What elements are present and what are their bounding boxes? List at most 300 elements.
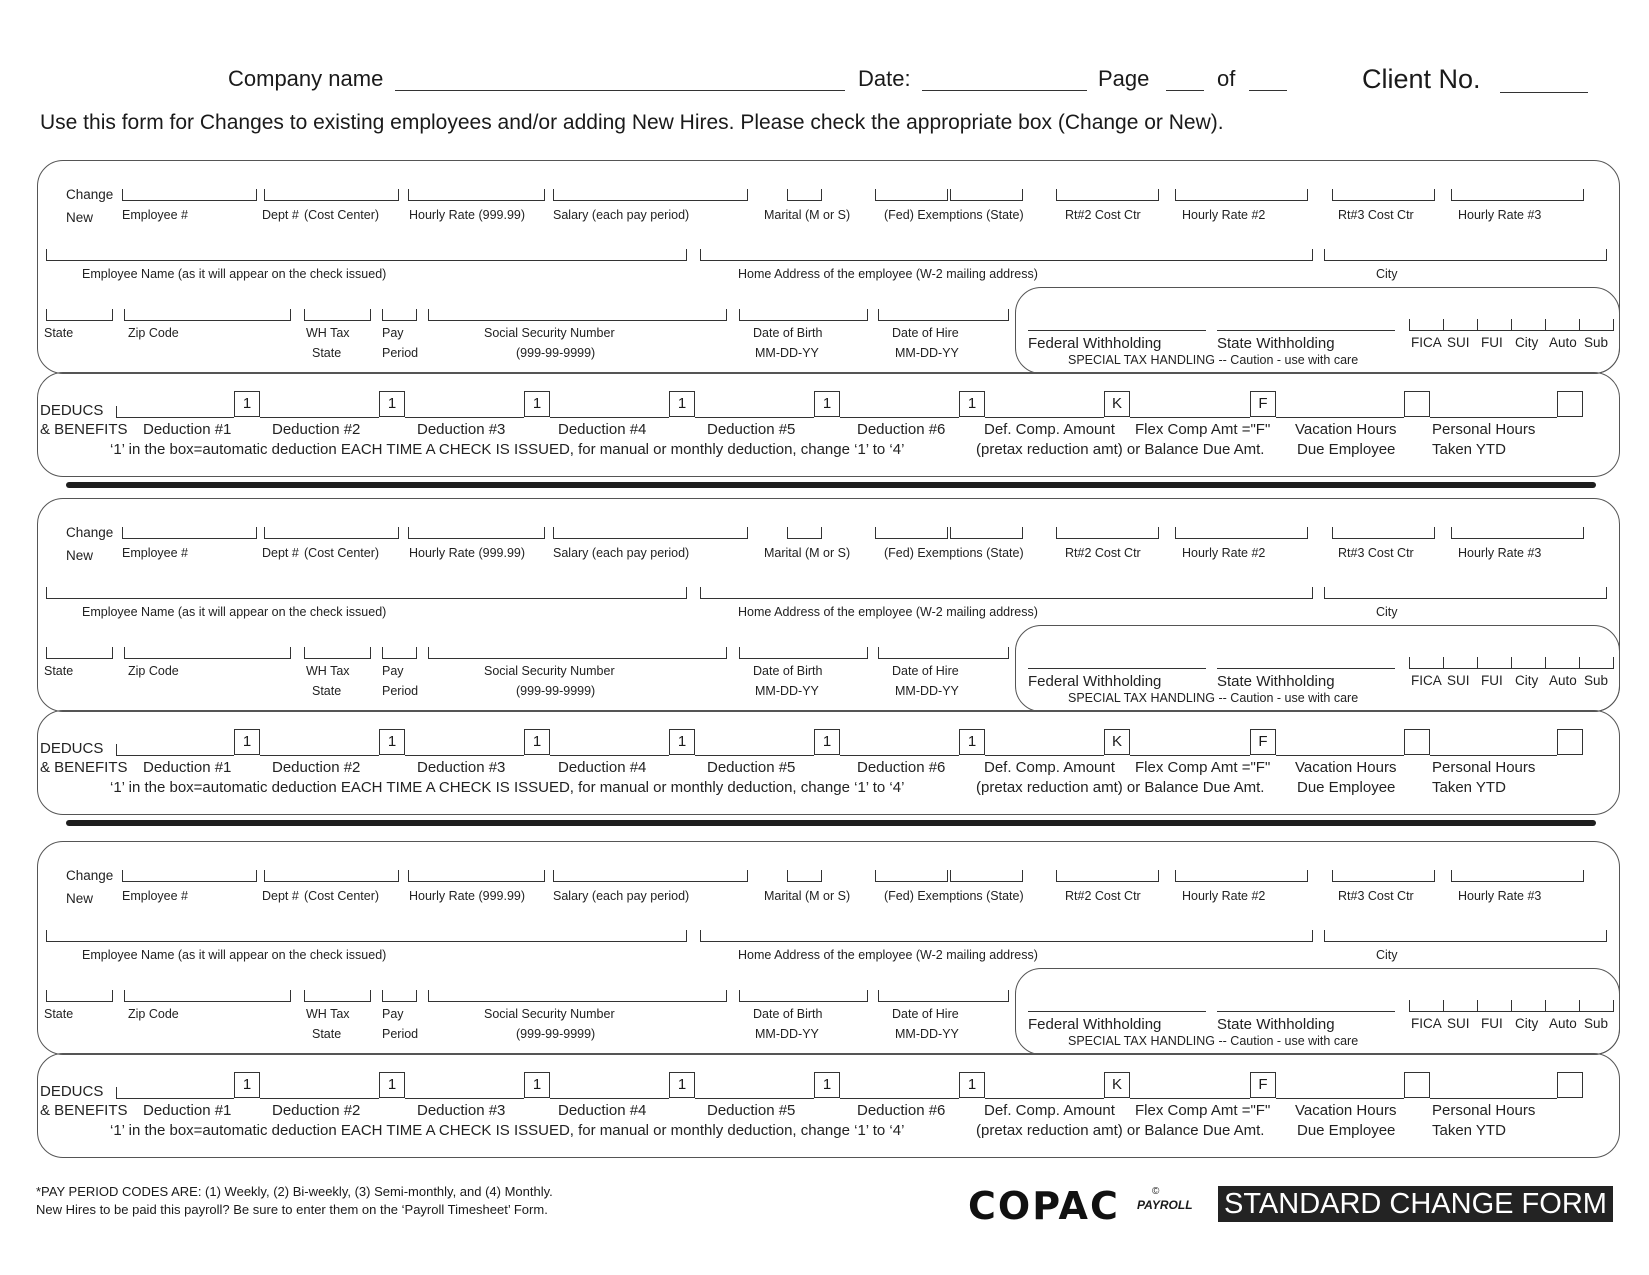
tax-label: State Withholding [1217,1016,1335,1033]
entry-field[interactable] [304,658,370,659]
deduction-amount-field[interactable] [260,417,379,418]
entry-field[interactable] [950,200,1022,201]
employee-field-label: Dept # [262,889,299,903]
field-tick [1583,527,1584,539]
state-withholding-field[interactable] [1217,668,1395,669]
employee-field-label: State [44,326,74,340]
deduction-code-box[interactable]: 1 [814,391,840,417]
change-label: Change [66,525,114,540]
field-tick [382,309,383,321]
field-tick [264,870,265,882]
employee-field-label: Dept # [262,546,299,560]
field-tick [382,990,383,1002]
tax-label: FUI [1481,335,1503,350]
field-tick [821,527,822,539]
entry-field[interactable] [553,200,747,201]
employee-field-label: Rt#3 Cost Ctr [1338,889,1414,903]
company-name-field[interactable] [395,90,845,91]
deduction-amount-field[interactable] [405,417,524,418]
field-tick [1511,319,1512,331]
field-tick [1511,1000,1512,1012]
deduction-label: Personal Hours [1432,759,1536,776]
field-tick [1545,319,1546,331]
deduction-amount-field[interactable] [1130,1098,1250,1099]
entry-field[interactable] [1332,200,1434,201]
field-tick [878,647,879,659]
field-tick [739,647,740,659]
section-separator [66,482,1596,488]
entry-field[interactable] [124,658,290,659]
field-tick [1511,657,1512,669]
deduction-amount-field[interactable] [260,1098,379,1099]
deduction-code-box[interactable]: K [1104,391,1130,417]
entry-field[interactable] [428,658,726,659]
field-tick [947,527,948,539]
deduction-label: Flex Comp Amt ="F" [1135,1102,1271,1119]
deduction-code-box[interactable] [1557,391,1583,417]
deduction-amount-field[interactable] [1430,1098,1557,1099]
deduction-amount-field[interactable] [985,1098,1104,1099]
field-tick [544,527,545,539]
entry-field[interactable] [739,320,867,321]
entry-field[interactable] [878,658,1008,659]
deduction-code-box[interactable]: 1 [524,1072,550,1098]
field-tick [1443,657,1444,669]
entry-field[interactable] [1056,881,1158,882]
deduction-amount-field[interactable] [405,755,524,756]
deduction-amount-field[interactable] [1430,755,1557,756]
employee-field-label: Employee Name (as it will appear on the check issued) [82,948,387,962]
deduction-label: Deduction #4 [558,1102,647,1119]
field-tick [1312,930,1313,942]
deduction-note: ‘1’ in the box=automatic deduction EACH TIME A CHECK IS ISSUED, for manual or monthly deduction, change ‘1’ to ‘4’ [110,441,905,458]
field-tick [1008,647,1009,659]
field-tick [1434,527,1435,539]
field-tick [1443,319,1444,331]
employee-field-label: (Cost Center) [304,546,380,560]
entry-field[interactable] [1451,881,1583,882]
entry-field[interactable] [382,1001,416,1002]
deduction-code-box[interactable]: K [1104,729,1130,755]
entry-field[interactable] [787,538,821,539]
field-tick [398,870,399,882]
field-tick [950,189,951,201]
deduction-code-box[interactable]: F [1250,1072,1276,1098]
deduction-amount-field[interactable] [695,417,814,418]
employee-field-label: (Cost Center) [304,889,380,903]
employee-field-label: Pay [382,664,404,678]
entry-field[interactable] [1332,538,1434,539]
deduction-code-box[interactable]: 1 [379,729,405,755]
deduction-code-box[interactable]: 1 [669,391,695,417]
deduction-amount-field[interactable] [840,417,959,418]
field-tick [46,930,47,942]
deduction-label: Personal Hours [1432,421,1536,438]
employee-field-label: (Fed) Exemptions (State) [884,546,1024,560]
entry-field[interactable] [1451,538,1583,539]
employee-field-label: Hourly Rate #3 [1458,546,1542,560]
employee-field-label: Social Security Number [484,326,615,340]
employee-field-label: Pay [382,1007,404,1021]
entry-field[interactable] [1175,538,1307,539]
client-no-label: Client No. [1362,64,1481,94]
field-tick [428,990,429,1002]
deduction-code-box[interactable]: K [1104,1072,1130,1098]
pretax-note: (pretax reduction amt) or Balance Due Amt. [976,779,1265,796]
city-field[interactable] [1324,941,1606,942]
field-tick [1056,527,1057,539]
field-tick [686,587,687,599]
field-tick [256,527,257,539]
field-tick [950,527,951,539]
field-tick [1613,1000,1614,1012]
deduction-amount-field[interactable] [840,755,959,756]
tax-label: State Withholding [1217,673,1335,690]
date-field[interactable] [922,90,1087,91]
entry-field[interactable] [122,538,256,539]
vacation-sub-label: Due Employee [1297,441,1396,458]
entry-field[interactable] [46,320,112,321]
field-tick [398,527,399,539]
field-tick [416,309,417,321]
employee-field-label: Period [382,346,419,360]
field-tick [124,309,125,321]
employee-field-label: MM-DD-YY [895,346,959,360]
deduction-code-box[interactable]: F [1250,391,1276,417]
field-tick [264,189,265,201]
deduction-code-box[interactable] [1404,391,1430,417]
entry-field[interactable] [304,320,370,321]
entry-field[interactable] [46,658,112,659]
deduction-code-box[interactable] [1557,1072,1583,1098]
entry-field[interactable] [1175,200,1307,201]
entry-field[interactable] [878,1001,1008,1002]
field-tick [700,587,701,599]
field-tick [1332,870,1333,882]
employee-field-label: (999-99-9999) [516,1027,596,1041]
new-hires-note: New Hires to be paid this payroll? Be sure to enter them on the ‘Payroll Timesheet’ Form. [36,1202,548,1217]
entry-field[interactable] [1332,881,1434,882]
deducs-label: DEDUCS [40,402,104,419]
tax-label: Sub [1584,1016,1609,1031]
employee-field-label: Rt#2 Cost Ctr [1065,208,1141,222]
page-number-field[interactable] [1166,90,1204,91]
federal-withholding-field[interactable] [1028,330,1206,331]
federal-withholding-field[interactable] [1028,1011,1206,1012]
field-tick [304,647,305,659]
deduction-amount-field[interactable] [1130,417,1250,418]
new-label: New [66,891,94,906]
deduction-amount-field[interactable] [116,755,234,756]
deduction-amount-field[interactable] [840,1098,959,1099]
field-tick [112,309,113,321]
entry-field[interactable] [553,881,747,882]
field-tick [867,309,868,321]
entry-field[interactable] [408,881,544,882]
employee-field-label: Date of Birth [753,326,823,340]
deduction-code-box[interactable]: 1 [669,729,695,755]
field-tick [46,990,47,1002]
entry-field[interactable] [875,538,947,539]
entry-field[interactable] [304,1001,370,1002]
field-tick [1307,870,1308,882]
deduction-label: Def. Comp. Amount [984,1102,1115,1119]
client-no-field[interactable] [1500,92,1588,93]
employee-field-label: City [1376,948,1398,962]
entry-field[interactable] [739,658,867,659]
deduction-amount-field[interactable] [405,1098,524,1099]
employee-field-label: Hourly Rate #3 [1458,208,1542,222]
deduction-amount-field[interactable] [985,755,1104,756]
deduction-label: Deduction #3 [417,759,506,776]
field-tick [1324,930,1325,942]
deduction-note: ‘1’ in the box=automatic deduction EACH TIME A CHECK IS ISSUED, for manual or monthly deduction, change ‘1’ to ‘4’ [110,1122,905,1139]
entry-field[interactable] [1175,881,1307,882]
entry-field[interactable] [875,881,947,882]
home-address-field[interactable] [700,598,1312,599]
field-tick [428,647,429,659]
entry-field[interactable] [739,1001,867,1002]
employee-field-label: Hourly Rate #2 [1182,208,1266,222]
employee-field-label: Period [382,1027,419,1041]
deduction-code-box[interactable] [1404,729,1430,755]
deduction-amount-field[interactable] [985,417,1104,418]
special-tax-note: SPECIAL TAX HANDLING -- Caution - use with care [1068,691,1359,705]
field-tick [700,930,701,942]
tax-label: Auto [1549,673,1577,688]
field-tick [821,870,822,882]
field-tick [398,189,399,201]
field-tick [1579,319,1580,331]
deduction-label: Flex Comp Amt ="F" [1135,421,1271,438]
field-tick [112,990,113,1002]
field-tick [1312,249,1313,261]
deduction-label: Deduction #5 [707,1102,796,1119]
entry-field[interactable] [122,200,256,201]
field-tick [739,309,740,321]
deduction-code-box[interactable]: 1 [234,1072,260,1098]
deduction-code-box[interactable]: 1 [814,1072,840,1098]
page-label: Page [1098,66,1150,91]
entry-field[interactable] [787,200,821,201]
entry-field[interactable] [124,1001,290,1002]
deduction-label: Deduction #5 [707,421,796,438]
deduction-code-box[interactable]: 1 [959,391,985,417]
field-tick [1434,189,1435,201]
employee-field-label: (999-99-9999) [516,346,596,360]
field-tick [304,990,305,1002]
deduction-code-box[interactable]: 1 [959,1072,985,1098]
employee-field-label: Salary (each pay period) [553,546,690,560]
field-tick [1613,657,1614,669]
entry-field[interactable] [264,881,398,882]
federal-withholding-field[interactable] [1028,668,1206,669]
employee-field-label: Period [382,684,419,698]
field-tick [700,249,701,261]
deduction-amount-field[interactable] [116,417,234,418]
special-tax-note: SPECIAL TAX HANDLING -- Caution - use with care [1068,1034,1359,1048]
employee-field-label: Salary (each pay period) [553,889,690,903]
field-tick [408,189,409,201]
entry-field[interactable] [950,881,1022,882]
deduction-amount-field[interactable] [1276,755,1404,756]
employee-field-label: Hourly Rate (999.99) [409,889,526,903]
state-withholding-field[interactable] [1217,1011,1395,1012]
entry-field[interactable] [46,1001,112,1002]
entry-field[interactable] [124,320,290,321]
field-tick [1606,930,1607,942]
logo-copyright: © [1152,1186,1160,1197]
field-tick [116,744,117,756]
field-tick [256,870,257,882]
deduction-amount-field[interactable] [1430,417,1557,418]
deduction-label: Deduction #2 [272,759,361,776]
field-tick [1158,189,1159,201]
field-tick [1477,319,1478,331]
benefits-label: & BENEFITS [40,421,128,438]
deduction-amount-field[interactable] [550,417,669,418]
entry-field[interactable] [408,200,544,201]
employee-field-label: Salary (each pay period) [553,208,690,222]
deduction-amount-field[interactable] [1276,417,1404,418]
deduction-label: Deduction #3 [417,1102,506,1119]
field-tick [1579,1000,1580,1012]
page-total-field[interactable] [1249,90,1287,91]
deduction-label: Deduction #2 [272,421,361,438]
entry-field[interactable] [122,881,256,882]
deduction-code-box[interactable]: 1 [524,729,550,755]
entry-field[interactable] [382,320,416,321]
employee-field-label: Marital (M or S) [764,889,851,903]
employee-field-label: (Fed) Exemptions (State) [884,889,1024,903]
deduction-amount-field[interactable] [1276,1098,1404,1099]
field-tick [947,870,948,882]
deducs-label: DEDUCS [40,1083,104,1100]
employee-field-label: Employee Name (as it will appear on the check issued) [82,605,387,619]
employee-field-label: Date of Hire [892,1007,959,1021]
field-tick [867,647,868,659]
deduction-label: Deduction #4 [558,421,647,438]
field-tick [1307,189,1308,201]
deduction-code-box[interactable]: 1 [379,391,405,417]
state-withholding-field[interactable] [1217,330,1395,331]
field-tick [1324,587,1325,599]
deduction-amount-field[interactable] [550,1098,669,1099]
tax-label: FICA [1411,335,1442,350]
city-field[interactable] [1324,260,1606,261]
deduction-amount-field[interactable] [550,755,669,756]
section-separator [66,820,1596,826]
deduction-code-box[interactable]: 1 [669,1072,695,1098]
deduction-amount-field[interactable] [260,755,379,756]
deduction-code-box[interactable]: 1 [814,729,840,755]
employee-field-label: MM-DD-YY [895,1027,959,1041]
field-tick [726,647,727,659]
field-tick [726,990,727,1002]
deduction-code-box[interactable]: 1 [959,729,985,755]
employee-field-label: Rt#2 Cost Ctr [1065,889,1141,903]
entry-field[interactable] [1451,200,1583,201]
field-tick [370,647,371,659]
field-tick [304,309,305,321]
employee-field-label: MM-DD-YY [755,346,819,360]
vacation-sub-label: Due Employee [1297,1122,1396,1139]
entry-field[interactable] [1056,200,1158,201]
entry-field[interactable] [264,200,398,201]
entry-field[interactable] [428,320,726,321]
entry-field[interactable] [878,320,1008,321]
employee-field-label: Employee # [122,546,189,560]
home-address-field[interactable] [700,260,1312,261]
deduction-label: Deduction #6 [857,759,946,776]
deduction-label: Flex Comp Amt ="F" [1135,759,1271,776]
deduction-code-box[interactable] [1404,1072,1430,1098]
deduction-amount-field[interactable] [116,1098,234,1099]
field-tick [867,990,868,1002]
deduction-amount-field[interactable] [1130,755,1250,756]
field-tick [408,870,409,882]
entry-field[interactable] [264,538,398,539]
deduction-code-box[interactable]: 1 [524,391,550,417]
field-tick [553,870,554,882]
field-tick [787,527,788,539]
deduction-label: Deduction #3 [417,421,506,438]
logo-payroll: PAYROLL [1137,1198,1193,1212]
entry-field[interactable] [408,538,544,539]
entry-field[interactable] [1056,538,1158,539]
employee-field-label: (Fed) Exemptions (State) [884,208,1024,222]
deduction-amount-field[interactable] [695,1098,814,1099]
employee-field-label: Zip Code [128,1007,179,1021]
employee-field-label: Dept # [262,208,299,222]
entry-field[interactable] [428,1001,726,1002]
field-tick [290,990,291,1002]
field-tick [747,870,748,882]
benefits-label: & BENEFITS [40,759,128,776]
home-address-field[interactable] [700,941,1312,942]
employee-name-field[interactable] [46,598,686,599]
change-label: Change [66,868,114,883]
field-tick [1451,527,1452,539]
field-tick [1307,527,1308,539]
entry-field[interactable] [382,658,416,659]
city-field[interactable] [1324,598,1606,599]
entry-field[interactable] [787,881,821,882]
field-tick [1175,527,1176,539]
entry-field[interactable] [950,538,1022,539]
deduction-code-box[interactable]: 1 [234,729,260,755]
employee-field-label: State [312,1027,342,1041]
pay-period-codes-note: *PAY PERIOD CODES ARE: (1) Weekly, (2) Bi-weekly, (3) Semi-monthly, and (4) Monthly. [36,1184,553,1199]
field-tick [46,587,47,599]
tax-label: SUI [1447,335,1470,350]
tax-label: SUI [1447,673,1470,688]
deduction-code-box[interactable] [1557,729,1583,755]
employee-field-label: Marital (M or S) [764,208,851,222]
deducs-label: DEDUCS [40,740,104,757]
deduction-code-box[interactable]: 1 [234,391,260,417]
employee-name-field[interactable] [46,941,686,942]
deduction-amount-field[interactable] [695,755,814,756]
deduction-code-box[interactable]: F [1250,729,1276,755]
field-tick [1443,1000,1444,1012]
entry-field[interactable] [553,538,747,539]
deduction-code-box[interactable]: 1 [379,1072,405,1098]
employee-field-label: Zip Code [128,664,179,678]
entry-field[interactable] [875,200,947,201]
employee-field-label: WH Tax [306,326,350,340]
employee-name-field[interactable] [46,260,686,261]
